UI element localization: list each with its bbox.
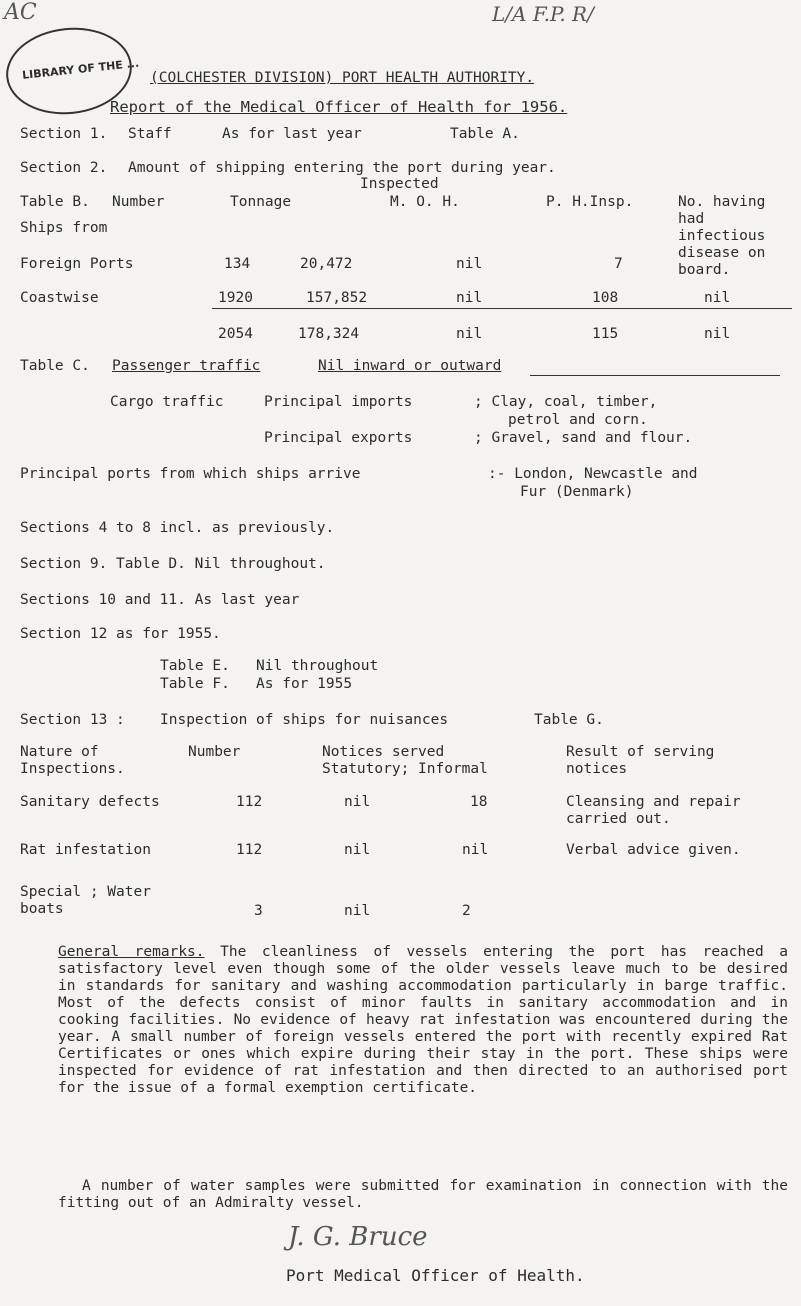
tableE-line: Table E. Nil throughout bbox=[160, 658, 379, 674]
handwritten-reference: AC bbox=[4, 0, 37, 25]
tableB-col-phi: P. H.Insp. bbox=[546, 194, 634, 210]
tableB-col-moh: M. O. H. bbox=[390, 194, 460, 210]
section1-table: Table A. bbox=[450, 126, 520, 142]
tableC-exports-label: Principal exports bbox=[264, 430, 413, 446]
tableB-total-phi: 115 bbox=[592, 326, 619, 342]
tableB-row-name: Foreign Ports bbox=[20, 256, 134, 272]
tableB-row-moh: nil bbox=[456, 290, 483, 306]
library-stamp-text: LIBRARY OF THE ... bbox=[21, 56, 140, 82]
tableB-label: Table B. bbox=[20, 194, 90, 210]
tableC-passenger-rule bbox=[530, 375, 780, 376]
tableB-row-infect: nil bbox=[704, 290, 731, 306]
section2-text: Amount of shipping entering the port during year. bbox=[128, 160, 556, 176]
tableC-ports-value: :- London, Newcastle and bbox=[488, 466, 698, 482]
section13-table: Table G. bbox=[534, 712, 604, 728]
tableG-notices-header: Notices served bbox=[322, 744, 445, 760]
tableG-row-nature: Rat infestation bbox=[20, 842, 151, 858]
section13-label: Section 13 : bbox=[20, 712, 125, 728]
tableB-row-moh: nil bbox=[456, 256, 483, 272]
tableB-ships-from: Ships from bbox=[20, 220, 108, 236]
tableB-total-infect: nil bbox=[704, 326, 731, 342]
tableG-row-result: Cleansing and repair carried out. bbox=[566, 794, 741, 827]
tableB-total-number: 2054 bbox=[218, 326, 253, 342]
tableG-row-informal: 2 bbox=[462, 903, 471, 919]
tableG-row-result: Verbal advice given. bbox=[566, 842, 741, 858]
tableB-col-number: Number bbox=[112, 194, 165, 210]
tableB-row-name: Coastwise bbox=[20, 290, 99, 306]
tableB-total-rule bbox=[212, 308, 792, 309]
tableC-imports-value-cont: petrol and corn. bbox=[508, 412, 648, 428]
section-12: Section 12 as for 1955. bbox=[20, 626, 221, 642]
tableC-passenger-label: Passenger traffic bbox=[112, 358, 261, 374]
tableG-row-statutory: nil bbox=[344, 842, 371, 858]
handwritten-catalogue-mark: L/A F.P. R/ bbox=[492, 2, 594, 26]
tableB-col-infectious: No. having had infectious disease on board. bbox=[678, 194, 766, 278]
tableB-row-phi: 7 bbox=[614, 256, 623, 272]
tableG-number-header: Number bbox=[188, 744, 241, 760]
tableC-exports-value: ; Gravel, sand and flour. bbox=[474, 430, 693, 446]
sections-4-8: Sections 4 to 8 incl. as previously. bbox=[20, 520, 335, 536]
section2-label: Section 2. bbox=[20, 160, 108, 176]
tableB-row-tonnage: 20,472 bbox=[300, 256, 353, 272]
section1-label: Section 1. bbox=[20, 126, 108, 142]
tableG-row-informal: 18 bbox=[470, 794, 488, 810]
tableB-total-moh: nil bbox=[456, 326, 483, 342]
tableB-row-number: 1920 bbox=[218, 290, 253, 306]
tableG-row-informal: nil bbox=[462, 842, 489, 858]
tableG-row-nature: Sanitary defects bbox=[20, 794, 160, 810]
section13-text: Inspection of ships for nuisances bbox=[160, 712, 449, 728]
tableG-row-statutory: nil bbox=[344, 794, 371, 810]
header-authority: (COLCHESTER DIVISION) PORT HEALTH AUTHORITY. bbox=[150, 70, 535, 86]
header-report-title: Report of the Medical Officer of Health for 1956. bbox=[110, 98, 568, 116]
tableB-total-tonnage: 178,324 bbox=[298, 326, 360, 342]
tableG-row-nature: Special ; Water boats bbox=[20, 884, 151, 917]
section-9: Section 9. Table D. Nil throughout. bbox=[20, 556, 326, 572]
tableB-row-tonnage: 157,852 bbox=[306, 290, 368, 306]
water-samples-paragraph: A number of water samples were submitted for examination in connection with the fitting out of an Admiralty vessel. bbox=[58, 1178, 788, 1211]
tableG-row-number: 112 bbox=[236, 794, 263, 810]
tableB-row-phi: 108 bbox=[592, 290, 619, 306]
tableG-row-number: 112 bbox=[236, 842, 263, 858]
tableC-imports-label: Principal imports bbox=[264, 394, 413, 410]
signature-title: Port Medical Officer of Health. bbox=[286, 1266, 585, 1285]
tableG-nature-header: Nature of Inspections. bbox=[20, 744, 125, 777]
general-remarks-heading: General remarks. bbox=[58, 944, 205, 960]
general-remarks-body: The cleanliness of vessels entering the port has reached a satisfactory level even though some of the older vessels leave much to be desired in standards for sanitary and washing accommodation particularly in barge traffic. Most of the defects consist of minor faults in sanitary accommodation and in cooking facilities. No evidence of heavy rat infestation was encountered during the year. A small number of foreign vessels entered the port with recently expired Rat Certificates or ones which expire during their stay in the port. These ships were inspected for evidence of rat infestation and then directed to an authorised port for the issue of a formal exemption certificate. bbox=[58, 944, 789, 1096]
section1-text: Staff bbox=[128, 126, 172, 142]
tableG-statutory-header: Statutory; Informal bbox=[322, 761, 488, 777]
section1-middle: As for last year bbox=[222, 126, 362, 142]
tableC-ports-label: Principal ports from which ships arrive bbox=[20, 466, 361, 482]
tableB-row-number: 134 bbox=[224, 256, 251, 272]
tableB-inspected-header: Inspected bbox=[360, 176, 439, 192]
sections-10-11: Sections 10 and 11. As last year bbox=[20, 592, 300, 608]
tableC-ports-value-cont: Fur (Denmark) bbox=[520, 484, 634, 500]
tableF-line: Table F. As for 1955 bbox=[160, 676, 353, 692]
general-remarks bbox=[58, 944, 788, 1097]
tableC-imports-value: ; Clay, coal, timber, bbox=[474, 394, 658, 410]
tableC-label: Table C. bbox=[20, 358, 90, 374]
signature: J. G. Bruce bbox=[288, 1222, 428, 1252]
tableB-col-tonnage: Tonnage bbox=[230, 194, 292, 210]
tableG-row-statutory: nil bbox=[344, 903, 371, 919]
tableG-result-header: Result of serving notices bbox=[566, 744, 715, 777]
tableC-cargo-label: Cargo traffic bbox=[110, 394, 224, 410]
tableC-passenger-value: Nil inward or outward bbox=[318, 358, 502, 374]
tableG-row-number: 3 bbox=[254, 903, 263, 919]
